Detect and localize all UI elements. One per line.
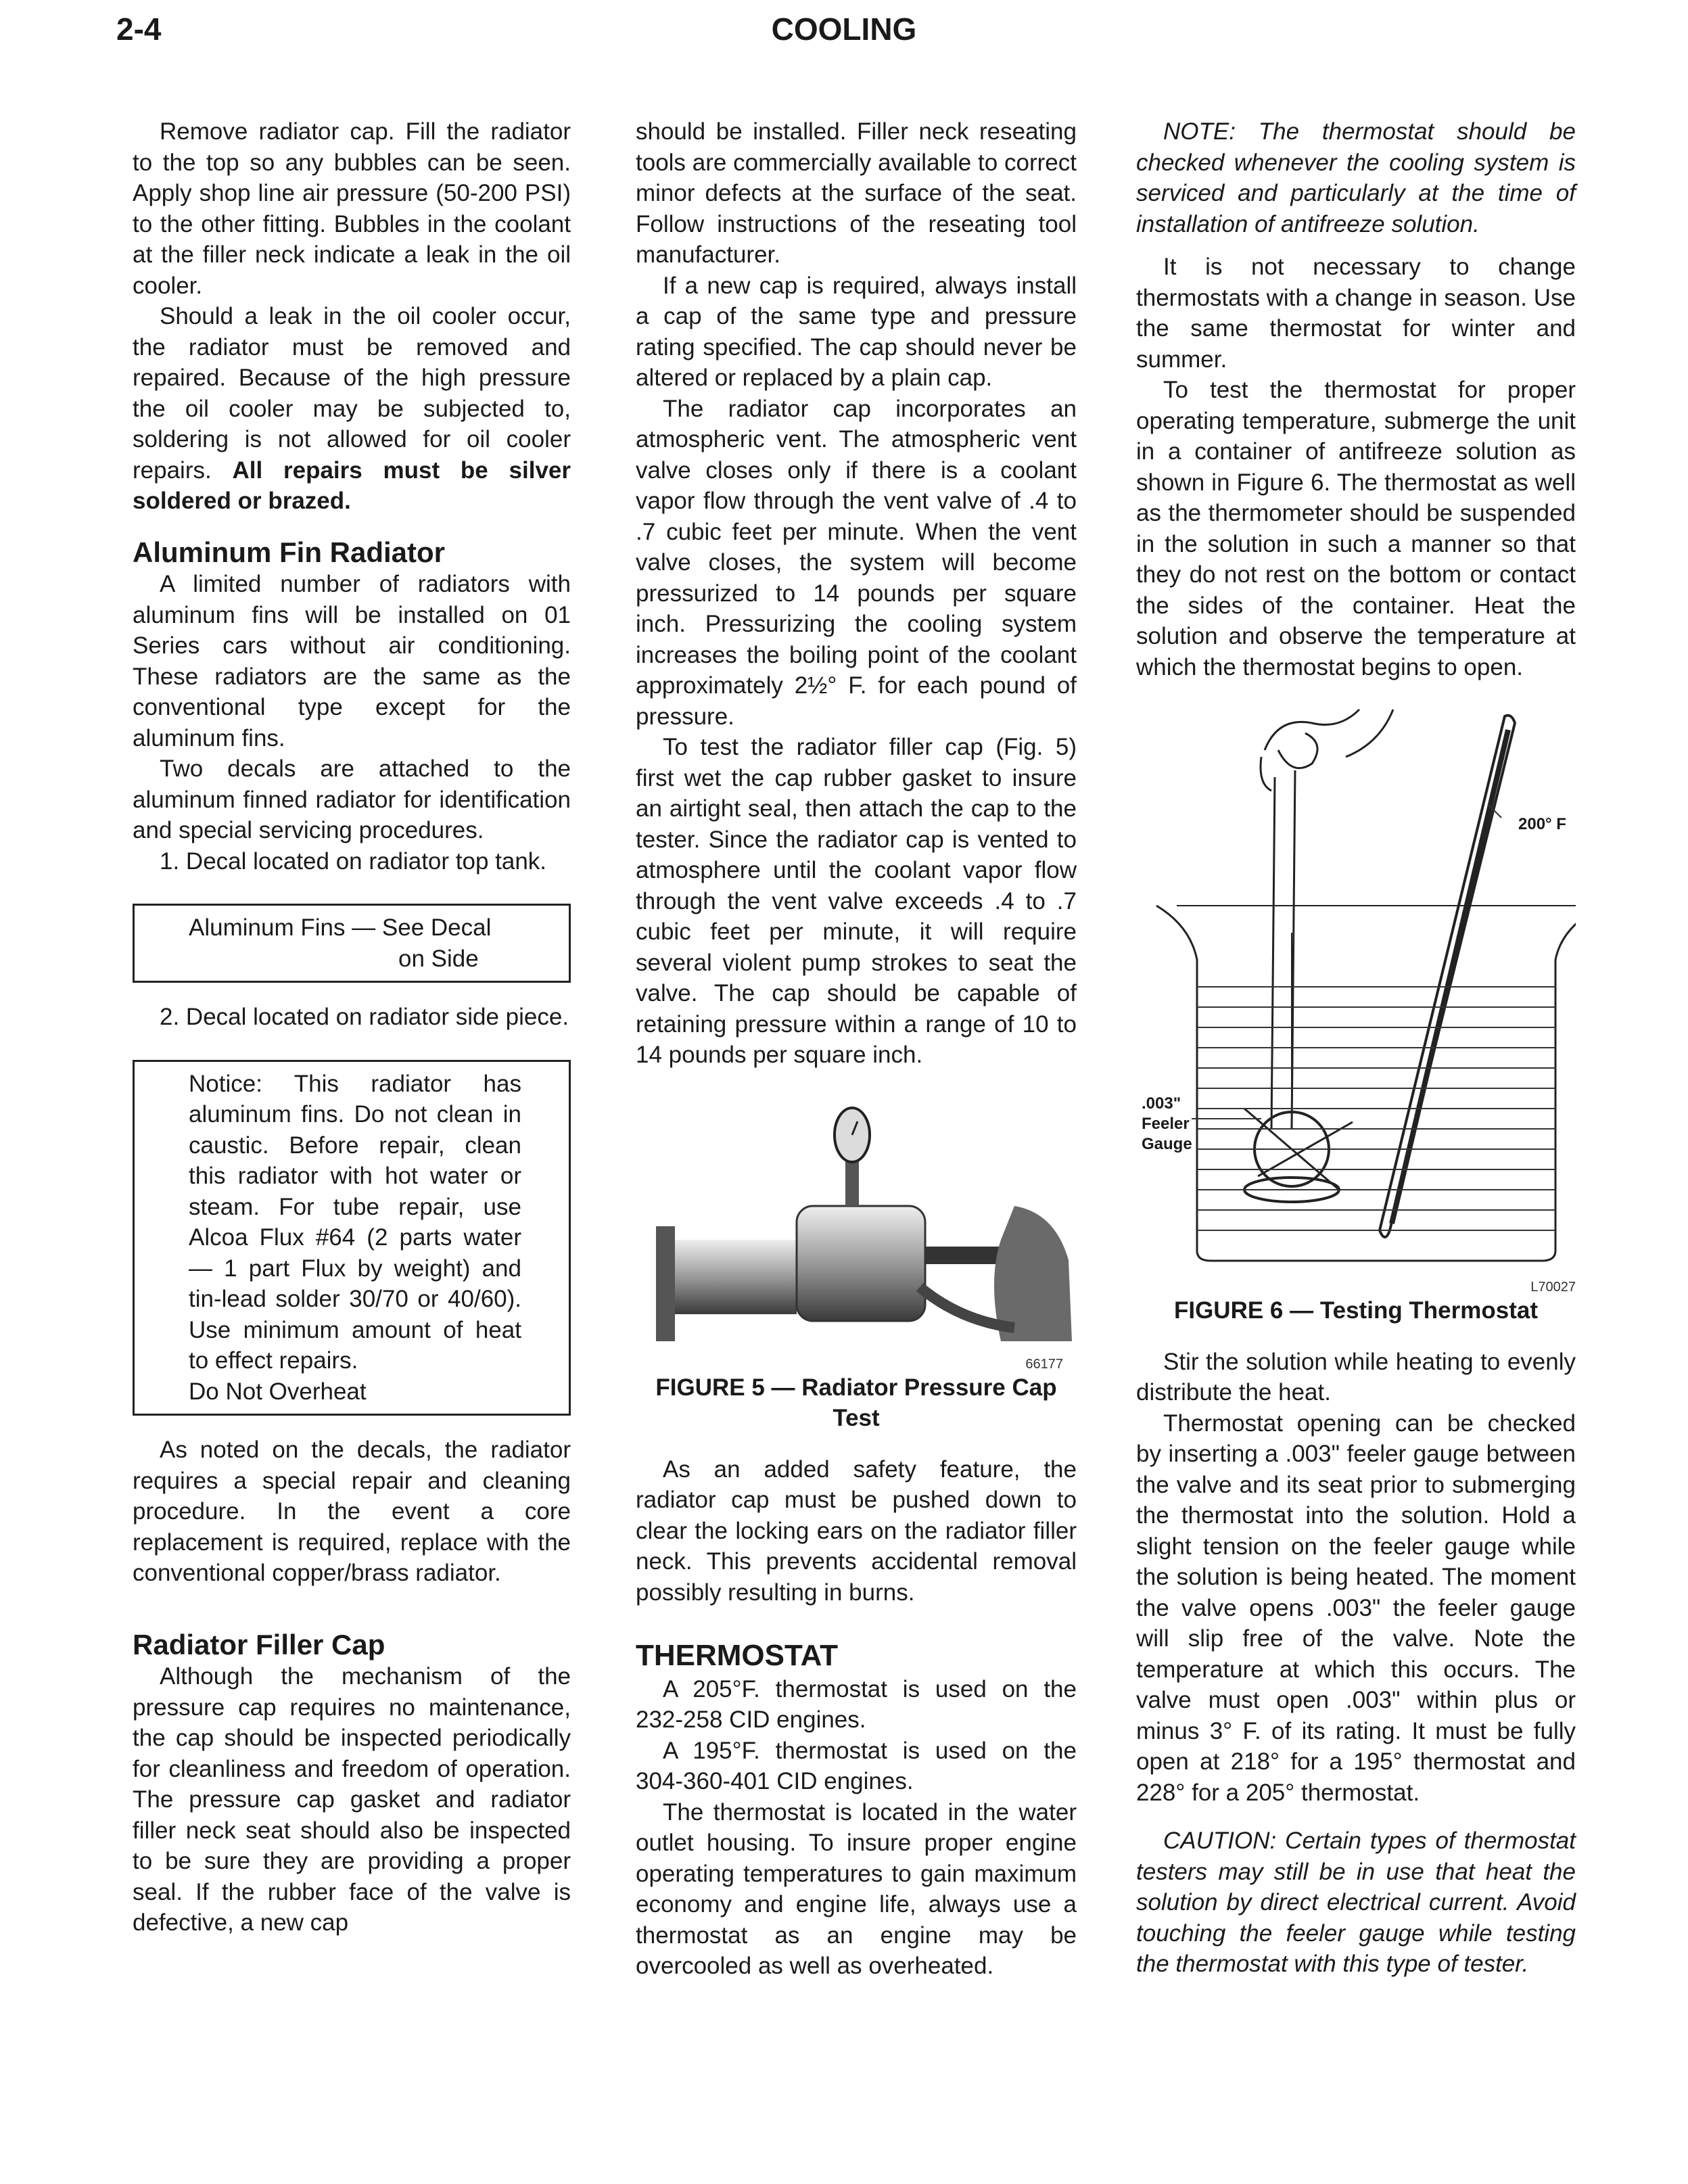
- figure-id: 66177: [1025, 1356, 1063, 1372]
- paragraph: Although the mechanism of the pressure cap requires no maintenance, the cap should be inspected periodically for cleanliness and freedom of operation. The pressure cap gasket and radiator filler neck seat should also be inspected to be sure they are providing a proper seal. If the rubber face of the valve is defective, a new cap: [133, 1663, 571, 1936]
- decal-text: on Side: [398, 945, 479, 972]
- thermometer-temperature-label: 200° F: [1518, 815, 1566, 833]
- figure-5-caption: FIGURE 5 — Radiator Pressure Cap Test: [655, 1374, 1057, 1431]
- subheading-radiator-filler-cap: Radiator Filler Cap: [133, 1628, 385, 1660]
- figure-id: L70027: [1530, 1280, 1576, 1295]
- column-2: [636, 116, 1077, 1982]
- paragraph: The thermostat is located in the water outlet housing. To insure proper engine operating temperatures to gain maximum economy and engine life, always use a thermostat as an engine may be overcooled as well as overheated.: [636, 1798, 1077, 1979]
- bold-warning: All repairs must be silver soldered or brazed.: [133, 457, 571, 514]
- column-3: [1136, 116, 1576, 1980]
- paragraph: Remove radiator cap. Fill the radiator to the top so any bubbles can be seen. Apply shop line air pressure (50-200 PSI) to the other fitting. Bubbles in the coolant at the filler neck indicate a leak in the oil cooler.: [133, 118, 571, 299]
- feeler-gauge-label: [1142, 1094, 1192, 1155]
- paragraph: 2. Decal located on radiator side piece.: [160, 1004, 569, 1030]
- note-paragraph: NOTE: The thermostat should be checked whenever the cooling system is serviced and particularly at the time of installation of antifreeze solution.: [1136, 118, 1576, 237]
- decal-box-side-piece: [133, 1060, 571, 1416]
- paragraph: To test the radiator filler cap (Fig. 5) first wet the cap rubber gasket to insure an airtight seal, then attach the cap to the tester. Since the radiator cap is vented to atmosphere until the coolant vapor flow through the vent valve exceeds .4 to .7 cubic feet per minute, it will require several violent pump strokes to seat the valve. The cap should be capable of retaining pressure within a range of 10 to 14 pounds per square inch.: [636, 734, 1077, 1068]
- paragraph: A 195°F. thermostat is used on the 304-360-401 CID engines.: [636, 1737, 1077, 1794]
- paragraph: A 205°F. thermostat is used on the 232-258 CID engines.: [636, 1675, 1077, 1733]
- paragraph: It is not necessary to change thermostats with a change in season. Use the same thermostat for winter and summer.: [1136, 254, 1576, 373]
- paragraph: Thermostat opening can be checked by inserting a .003" feeler gauge between the valve and its seat prior to submerging the thermostat into the solution. Hold a slight tension on the feeler gauge while the solution is being heated. The moment the valve opens .003" the feeler gauge will slip free of the valve. Note the temperature at which this occurs. The valve must open .003" within plus or minus 3° F. of its rating. It must be fully open at 218° for a 195° thermostat and 228° for a 205° thermostat.: [1136, 1410, 1576, 1806]
- paragraph: should be installed. Filler neck reseating tools are commercially available to correct minor defects at the surface of the seat. Follow instructions of the reseating tool manufacturer.: [636, 118, 1077, 268]
- decal-box-top-tank: [133, 904, 571, 983]
- label-line: Feeler: [1142, 1115, 1190, 1133]
- paragraph: As noted on the decals, the radiator requires a special repair and cleaning procedure. In the event a core replacement is required, replace with the conventional copper/brass radiator.: [133, 1437, 571, 1586]
- paragraph: To test the thermostat for proper operating temperature, submerge the unit in a container of antifreeze solution as shown in Figure 6. The thermostat as well as the thermometer should be suspended in the solution in such a manner so that they do not rest on the bottom or contact the sides of the container. Heat the solution and observe the temperature at which the thermostat begins to open.: [1136, 377, 1576, 680]
- thermostat-test-beaker-illustration: [1136, 703, 1576, 1271]
- figure-5: [636, 1105, 1077, 1372]
- decal-text: Aluminum Fins — See Decal: [189, 914, 492, 941]
- figure-6: [1136, 703, 1576, 1295]
- paragraph: Should a leak in the oil cooler occur, the radiator must be removed and repaired. Because of the high pressure the oil cooler may be subjected to, soldering is not allowed for oil cooler repairs. All repairs must be silver soldered or brazed.: [133, 303, 571, 514]
- column-1: [133, 116, 571, 1938]
- paragraph: A limited number of radiators with aluminum fins will be installed on 01 Series cars without air conditioning. These radiators are the same as the conventional type except for the aluminum fins.: [133, 571, 571, 751]
- paragraph: The radiator cap incorporates an atmospheric vent. The atmospheric vent valve closes only if there is a coolant vapor flow through the vent valve of .4 to .7 cubic feet per minute. When the vent valve closes, the system will become pressurized to 14 pounds per square inch. Pressurizing the cooling system increases the boiling point of the coolant approximately 2½° F. for each pound of pressure.: [636, 395, 1077, 730]
- caution-paragraph: CAUTION: Certain types of thermostat testers may still be in use that heat the solution by direct electrical current. Avoid touching the feeler gauge while testing the thermostat with this type of tester.: [1136, 1828, 1576, 1977]
- paragraph: As an added safety feature, the radiator cap must be pushed down to clear the locking ears on the radiator filler neck. This prevents accidental removal possibly resulting in burns.: [636, 1456, 1077, 1606]
- decal-text: Do Not Overheat: [189, 1378, 367, 1405]
- decal-text: Notice: This radiator has aluminum fins. Do not clean in caustic. Before repair, clean this radiator with hot water or steam. For tube repair, use Alcoa Flux #64 (2 parts water — 1 part Flux by weight) and tin-lead solder 30/70 or 40/60). Use minimum amount of heat to effect repairs.: [189, 1070, 521, 1374]
- paragraph: Two decals are attached to the aluminum finned radiator for identification and special servicing procedures.: [133, 756, 571, 843]
- paragraph: Stir the solution while heating to evenly distribute the heat.: [1136, 1348, 1576, 1405]
- paragraph: 1. Decal located on radiator top tank.: [160, 847, 547, 875]
- pressure-cap-tester-illustration: [636, 1105, 1077, 1348]
- section-heading-thermostat: THERMOSTAT: [636, 1639, 838, 1672]
- label-line: Gauge: [1142, 1135, 1192, 1153]
- label-line: .003": [1142, 1094, 1181, 1113]
- page-number: 2-4: [116, 11, 162, 47]
- paragraph: If a new cap is required, always install a cap of the same type and pressure rating specified. The cap should never be altered or replaced by a plain cap.: [636, 272, 1077, 391]
- subheading-aluminum-fin-radiator: Aluminum Fin Radiator: [133, 536, 445, 568]
- page-title: COOLING: [771, 11, 917, 47]
- figure-6-caption: FIGURE 6 — Testing Thermostat: [1173, 1297, 1539, 1324]
